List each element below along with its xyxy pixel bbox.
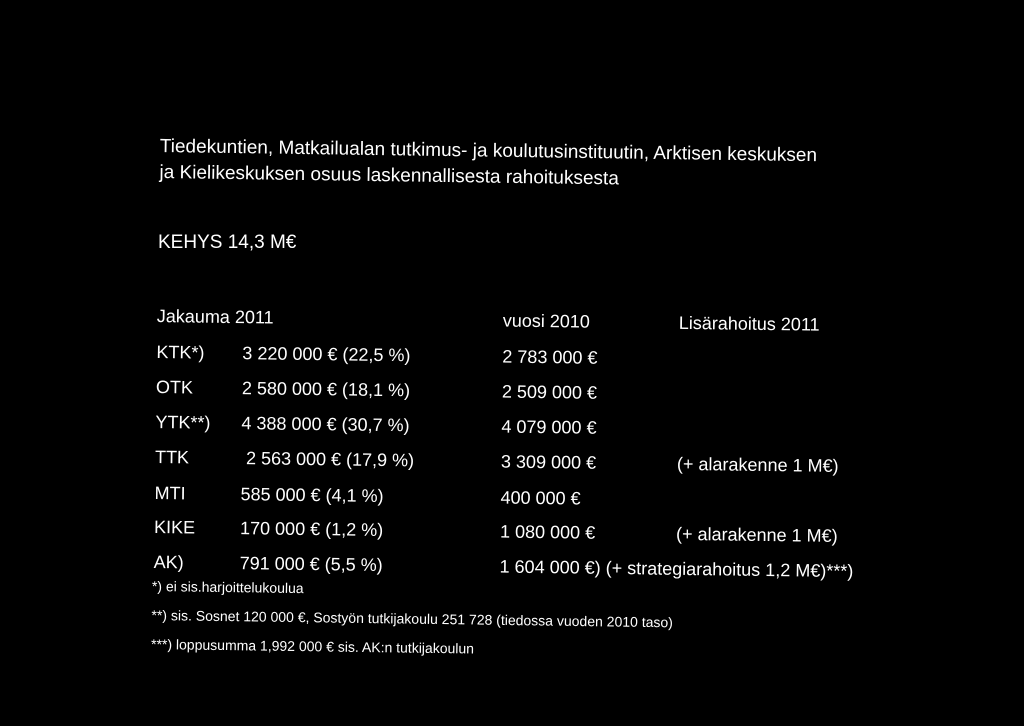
row-share: 791 000 € (5,5 %) — [239, 553, 383, 575]
footnote: *) ei sis.harjoittelukoulua — [151, 578, 304, 597]
row-2010: 2 509 000 € — [501, 381, 598, 403]
row-2010: 1 080 000 € — [499, 521, 596, 543]
row-share: 4 388 000 € (30,7 %) — [241, 413, 410, 436]
footnote: **) sis. Sosnet 120 000 €, Sostyön tutkijakoulu 251 728 (tiedossa vuoden 2010 taso) — [151, 606, 673, 631]
row-2010: 3 309 000 € — [500, 451, 597, 473]
row-share: 170 000 € (1,2 %) — [239, 518, 384, 540]
title-line-1: Tiedekuntien, Matkailualan tutkimus- ja koulutusinstituutin, Arktisen keskuksen — [159, 135, 818, 167]
header-vuosi: vuosi 2010 — [502, 310, 591, 332]
row-unit: MTI — [154, 482, 186, 504]
slide-title — [159, 134, 920, 197]
header-lisa: Lisärahoitus 2011 — [678, 312, 820, 335]
row-share: 585 000 € (4,1 %) — [240, 484, 384, 506]
row-unit: YTK**) — [155, 411, 211, 433]
row-unit: TTK — [154, 446, 190, 468]
row-2010: 1 604 000 €) (+ strategiarahoitus 1,2 M€)***) — [499, 556, 854, 582]
row-2010: 2 783 000 € — [502, 346, 598, 368]
row-2010: 400 000 € — [500, 487, 581, 509]
footnote: ***) loppusumma 1,992 000 € sis. AK:n tutkijakoulun — [150, 635, 475, 657]
row-unit: AK) — [153, 551, 184, 573]
row-extra: (+ alarakenne 1 M€) — [676, 453, 839, 476]
header-jakauma: Jakauma 2011 — [156, 306, 274, 328]
row-share: 2 580 000 € (18,1 %) — [241, 378, 411, 401]
budget-frame: KEHYS 14,3 M€ — [158, 232, 297, 253]
row-extra: (+ alarakenne 1 M€) — [675, 523, 838, 546]
row-unit: KTK*) — [156, 341, 205, 363]
row-share: 2 563 000 € (17,9 %) — [240, 448, 415, 471]
row-2010: 4 079 000 € — [501, 416, 597, 438]
row-unit: KIKE — [153, 516, 196, 538]
row-unit: OTK — [155, 376, 194, 398]
row-share: 3 220 000 € (22,5 %) — [242, 343, 411, 366]
funding-table — [153, 306, 917, 582]
title-line-2: ja Kielikeskuksen osuus laskennallisesta rahoituksesta — [159, 161, 619, 190]
